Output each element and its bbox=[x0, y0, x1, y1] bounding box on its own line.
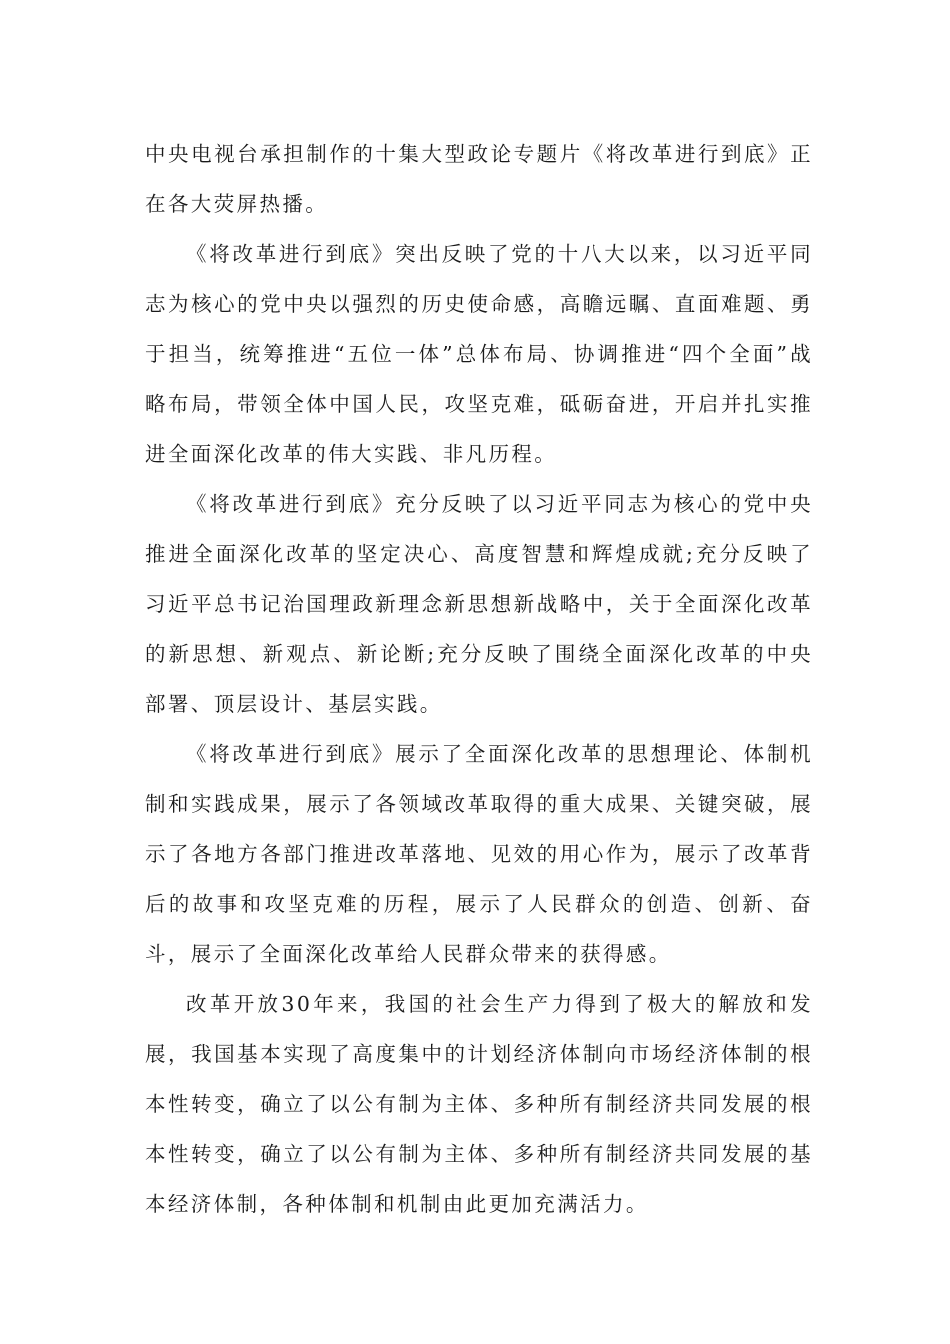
paragraph-1: 中央电视台承担制作的十集大型政论专题片《将改革进行到底》正在各大荧屏热播。 bbox=[145, 142, 813, 216]
paragraph-4: 《将改革进行到底》展示了全面深化改革的思想理论、体制机制和实践成果，展示了各领域改革取得的重大成果、关键突破，展示了各地方各部门推进改革落地、见效的用心作为，展示了改革背后的故事和攻坚克难的历程，展示了人民群众的创造、创新、奋斗，展示了全面深化改革给人民群众带来的获得感。 bbox=[145, 742, 813, 966]
paragraph-5: 改革开放30年来，我国的社会生产力得到了极大的解放和发展，我国基本实现了高度集中的计划经济体制向市场经济体制的根本性转变，确立了以公有制为主体、多种所有制经济共同发展的根本性转变，确立了以公有制为主体、多种所有制经济共同发展的基本经济体制，各种体制和机制由此更加充满活力。 bbox=[145, 992, 813, 1216]
document-body bbox=[145, 129, 813, 1229]
paragraph-3: 《将改革进行到底》充分反映了以习近平同志为核心的党中央推进全面深化改革的坚定决心、高度智慧和辉煌成就;充分反映了习近平总书记治国理政新理念新思想新战略中，关于全面深化改革的新思想、新观点、新论断;充分反映了围绕全面深化改革的中央部署、顶层设计、基层实践。 bbox=[145, 492, 813, 716]
paragraph-2: 《将改革进行到底》突出反映了党的十八大以来，以习近平同志为核心的党中央以强烈的历史使命感，高瞻远瞩、直面难题、勇于担当，统筹推进“五位一体”总体布局、协调推进“四个全面”战略布局，带领全体中国人民，攻坚克难，砥砺奋进，开启并扎实推进全面深化改革的伟大实践、非凡历程。 bbox=[145, 242, 813, 466]
